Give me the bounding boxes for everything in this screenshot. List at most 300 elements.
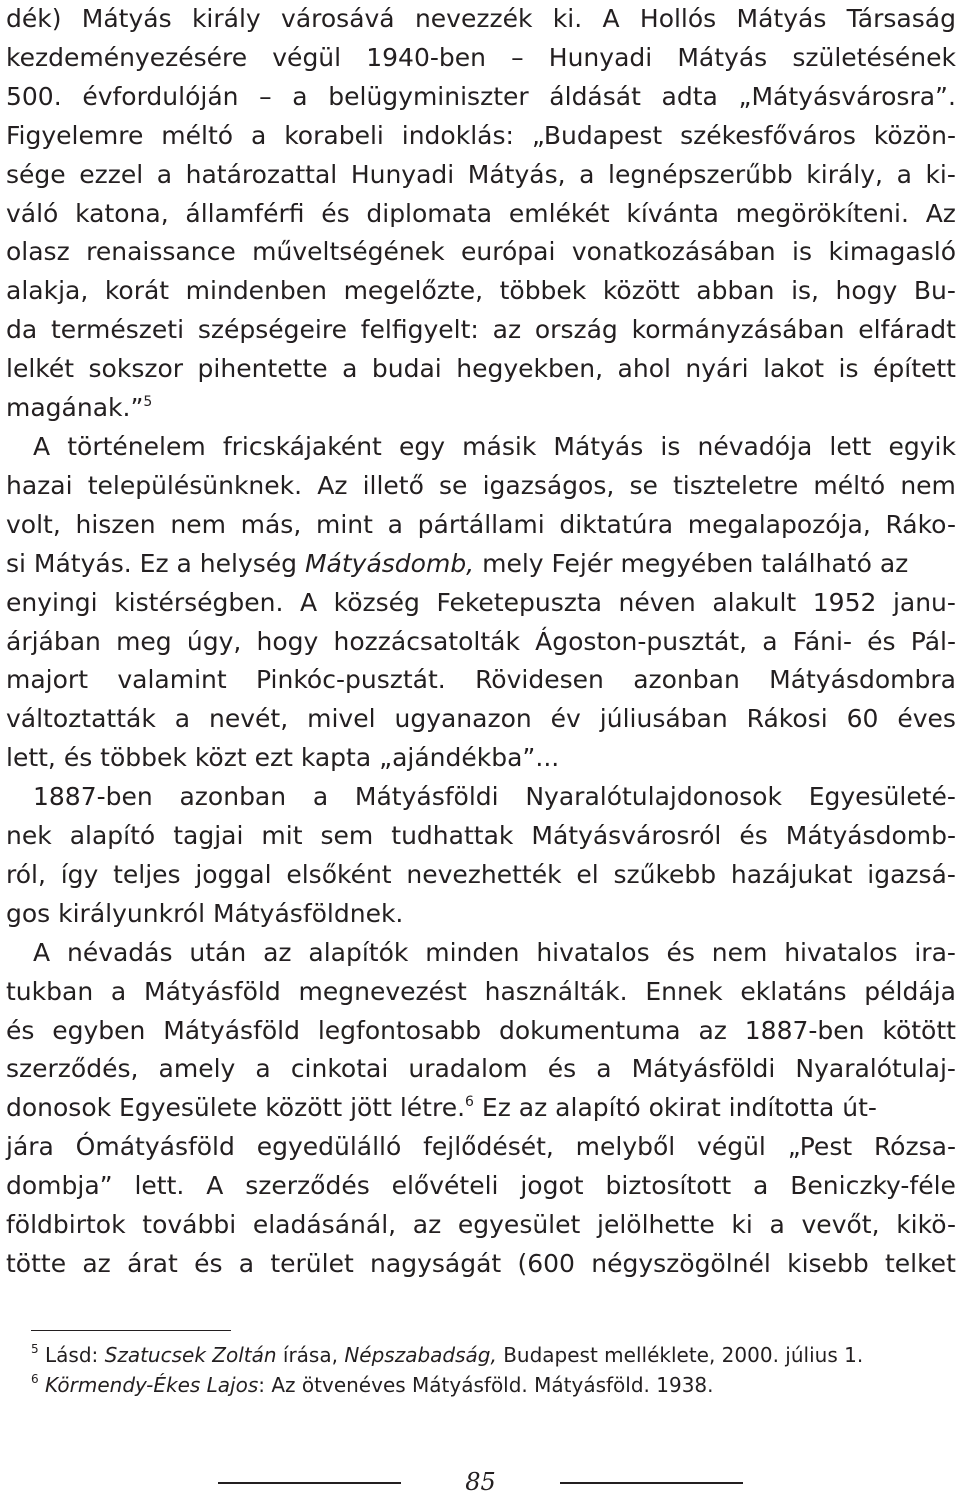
word: azonban: [179, 782, 287, 812]
word: a: [762, 626, 778, 656]
word: azonban: [633, 665, 740, 695]
word: az: [492, 315, 522, 345]
word: a: [579, 159, 595, 189]
word: Ómátyásföld: [75, 1132, 235, 1162]
word: a: [110, 976, 127, 1006]
word: király: [191, 4, 261, 33]
word: cinkotai: [290, 1054, 389, 1084]
word: tukban: [6, 976, 94, 1006]
footnote-number: 6: [31, 1372, 39, 1387]
word: szépségeire: [197, 315, 347, 345]
word: (600: [517, 1249, 575, 1278]
page-number: 85: [465, 1468, 496, 1496]
word: egyedülálló: [256, 1132, 402, 1162]
word: nevét,: [209, 704, 289, 734]
text-line: [6, 778, 956, 817]
word: megnevezést: [298, 976, 467, 1006]
word: Ráko-: [885, 509, 956, 539]
footnote-separator: [31, 1330, 231, 1331]
word: emlékét: [508, 198, 610, 228]
word: településünknek.: [87, 470, 303, 500]
text-fragment: mely Fejér megyében található az: [482, 548, 909, 578]
word: árjában: [6, 626, 101, 656]
word: Mátyás,: [467, 159, 566, 189]
word: a: [596, 1054, 612, 1084]
word: enyingi: [6, 587, 98, 617]
word: a: [387, 509, 403, 539]
word: vevőt,: [801, 1210, 880, 1240]
text-line: [6, 700, 956, 739]
word: –: [259, 81, 272, 111]
text-line: [6, 1167, 956, 1206]
footnote-author: Szatucsek Zoltán: [104, 1343, 277, 1367]
word: más,: [240, 509, 302, 539]
word: tagjai: [173, 821, 244, 851]
word: ról,: [6, 859, 46, 889]
word: mindenben: [185, 276, 328, 306]
word: között: [602, 276, 680, 306]
word: földbirtok: [6, 1210, 126, 1240]
word: nem: [900, 470, 956, 500]
word: illető: [362, 470, 424, 500]
word: európai: [461, 237, 556, 267]
word: egy: [399, 431, 446, 461]
word: tudhattak: [391, 821, 514, 851]
text-line: [6, 973, 956, 1012]
word: –: [511, 42, 524, 72]
footnote-text: Lásd:: [45, 1343, 99, 1367]
word: ki-: [925, 159, 956, 189]
word: Társaság: [846, 4, 956, 33]
text-line: [6, 39, 956, 78]
word: adta: [661, 81, 718, 111]
word: Hunyadi: [548, 42, 653, 72]
word: alapítók: [308, 937, 409, 967]
word: eladásánál,: [252, 1210, 397, 1240]
word: négyszögölnél: [591, 1249, 771, 1278]
word: közön-: [873, 120, 956, 150]
word: kezdeményezésére: [6, 42, 248, 72]
word: igazságos,: [482, 470, 615, 500]
word: dék): [6, 4, 62, 33]
word: méltó: [161, 120, 234, 150]
text-line: [6, 195, 956, 234]
word: ugyanazon: [394, 704, 532, 734]
word: Figyelemre: [6, 120, 144, 150]
word: teljes: [113, 859, 181, 889]
word: székesfőváros: [680, 120, 856, 150]
word: Mátyás: [81, 4, 172, 33]
word: lett: [829, 431, 872, 461]
word: lett.: [134, 1171, 185, 1201]
word: janu-: [892, 587, 956, 617]
word: használták.: [484, 976, 628, 1006]
word: után: [189, 937, 247, 967]
word: se: [439, 470, 468, 500]
word: fejlődését,: [423, 1132, 554, 1162]
word: el: [576, 859, 599, 889]
word: elsőként: [286, 859, 392, 889]
word: hozzácsatolták: [333, 626, 520, 656]
word: amely: [158, 1054, 236, 1084]
word: a: [255, 1054, 271, 1084]
text-line: [6, 623, 956, 662]
word: a: [174, 704, 191, 734]
word: a: [769, 1210, 785, 1240]
text-line: [6, 584, 956, 623]
word: egyben: [52, 1015, 146, 1045]
word: Beniczky-féle: [790, 1171, 956, 1201]
word: melyből: [575, 1132, 676, 1162]
word: „Budapest: [531, 120, 663, 150]
footnote-6: [31, 1370, 931, 1400]
word: mivel: [307, 704, 376, 734]
word: Nyaralótulaj-: [795, 1054, 956, 1084]
word: kötött: [882, 1015, 956, 1045]
word: többek: [499, 276, 587, 306]
text-line: [6, 506, 956, 545]
word: névadás: [66, 937, 173, 967]
word: pihentette: [197, 354, 328, 384]
footnote-number: 5: [31, 1342, 39, 1357]
word: kisebb: [787, 1249, 869, 1278]
word: így: [60, 859, 99, 889]
word: igazsá-: [867, 859, 956, 889]
word: korabeli: [284, 120, 384, 150]
word: joggal: [195, 859, 272, 889]
word: korát: [104, 276, 170, 306]
word: Az: [317, 470, 348, 500]
word: község: [333, 587, 420, 617]
word: pártállami: [417, 509, 545, 539]
word: olasz: [6, 237, 70, 267]
word: Fáni-: [792, 626, 852, 656]
word: Feketepuszta: [436, 587, 602, 617]
word: jogot: [520, 1171, 584, 1201]
page-footer: [218, 1467, 743, 1497]
text-line: [6, 856, 956, 895]
word: és: [739, 821, 768, 851]
word: a: [238, 1249, 255, 1278]
word: épített: [873, 354, 956, 384]
text-line: [6, 233, 956, 272]
word: mit: [261, 821, 303, 851]
text-fragment: donosok Egyesülete között jött létre.: [6, 1093, 466, 1123]
word: A: [206, 1171, 224, 1201]
word: ország: [534, 315, 618, 345]
word: is: [660, 431, 681, 461]
word: kimagasló: [828, 237, 956, 267]
word: majort: [6, 665, 88, 695]
footnote-text: Budapest melléklete, 2000. július 1.: [503, 1343, 864, 1367]
word: lelkét: [6, 354, 75, 384]
word: szerződés: [245, 1171, 370, 1201]
word: katona,: [75, 198, 169, 228]
word: változtatták: [6, 704, 156, 734]
word: Ágoston-pusztát,: [535, 626, 748, 656]
word: vonatkozásában: [571, 237, 776, 267]
word: nevezzék: [414, 4, 533, 33]
word: és: [666, 937, 695, 967]
word: jára: [6, 1132, 54, 1162]
word: Mátyásföld: [144, 976, 281, 1006]
word: meg: [116, 626, 172, 656]
text-line: [6, 272, 956, 311]
word: a: [156, 159, 173, 189]
text-line: [6, 817, 956, 856]
text-line: [6, 1245, 956, 1284]
word: kikö-: [896, 1210, 956, 1240]
word: Mátyás: [553, 431, 644, 461]
word: szűkebb: [613, 859, 717, 889]
word: Rövidesen: [475, 665, 604, 695]
word: nagyságát: [370, 1249, 502, 1278]
word: telket: [884, 1249, 956, 1278]
text-fragment: Ez az alapító okirat indította út-: [481, 1093, 877, 1123]
word: Hunyadi: [350, 159, 455, 189]
word: A: [299, 587, 318, 617]
body-text: [6, 0, 956, 1284]
word: valamint: [117, 665, 227, 695]
word: Az: [925, 198, 956, 228]
word: eklatáns: [740, 976, 847, 1006]
text-line-mixed: [6, 1089, 956, 1128]
word: fricskájaként: [222, 431, 382, 461]
word: a: [753, 1171, 769, 1201]
footnote-ref-6: 6: [465, 1094, 474, 1111]
word: az: [263, 937, 292, 967]
word: biztosított: [605, 1171, 732, 1201]
word: a: [342, 354, 358, 384]
word: hiszen: [75, 509, 156, 539]
word: és: [867, 626, 896, 656]
word: az: [698, 1015, 727, 1045]
text-line: [6, 1012, 956, 1051]
text-fragment: magának.”: [6, 393, 144, 423]
word: abban: [696, 276, 775, 306]
text-line: [6, 467, 956, 506]
word: történelem: [67, 431, 206, 461]
word: Mátyásvárosról: [531, 821, 722, 851]
word: 500.: [6, 81, 62, 111]
word: 1940-ben: [366, 42, 486, 72]
word: dombja”: [6, 1171, 113, 1201]
word: Hollós: [639, 4, 717, 33]
footnote-text: : Az ötvenéves Mátyásföld. Mátyásföld. 1938.: [258, 1373, 714, 1397]
word: A: [33, 937, 51, 967]
word: és: [194, 1249, 223, 1278]
word: sem: [320, 821, 374, 851]
text-line: [6, 156, 956, 195]
word: tiszteletre: [672, 470, 799, 500]
word: a: [250, 120, 267, 150]
word: végül: [697, 1132, 766, 1162]
word: másik: [462, 431, 537, 461]
word: születésének: [792, 42, 956, 72]
word: alapító: [69, 821, 156, 851]
word: jelölhette: [597, 1210, 715, 1240]
word: ezzel: [79, 159, 144, 189]
word: példája: [864, 976, 956, 1006]
word: hogy: [835, 276, 898, 306]
word: legnépszerűbb: [608, 159, 793, 189]
word: a: [312, 782, 329, 812]
word: Rózsa-: [873, 1132, 956, 1162]
word: alakult: [712, 587, 797, 617]
word: diplomata: [366, 198, 493, 228]
word: alakja,: [6, 276, 89, 306]
word: Mátyásföldi: [354, 782, 499, 812]
word: megelőzte,: [343, 276, 484, 306]
footnote-author: Körmendy-Ékes Lajos: [45, 1373, 259, 1397]
word: Mátyásföld: [163, 1015, 300, 1045]
word: renaissance: [86, 237, 236, 267]
word: államférfi: [185, 198, 305, 228]
text-line: [6, 1128, 956, 1167]
word: hogy: [256, 626, 319, 656]
word: is,: [791, 276, 819, 306]
text-line-last: gos királyunkról Mátyásföldnek.: [6, 898, 404, 928]
text-line: [6, 428, 956, 467]
word: további: [142, 1210, 237, 1240]
word: évfordulóján: [82, 81, 239, 111]
word: hivatalos: [784, 937, 898, 967]
word: ki.: [552, 4, 583, 33]
word: indoklás:: [401, 120, 514, 150]
text-line: [6, 117, 956, 156]
word: mint: [315, 509, 373, 539]
word: király,: [806, 159, 883, 189]
text-line-last: lett, és többek közt ezt kapta „ajándékba”...: [6, 743, 560, 773]
word: egyesület: [457, 1210, 581, 1240]
word: megörökíteni.: [735, 198, 909, 228]
word: minden: [425, 937, 520, 967]
footnote-5: [31, 1340, 931, 1370]
word: Rákosi: [746, 704, 828, 734]
word: elfáradt: [858, 315, 956, 345]
word: végül: [272, 42, 342, 72]
footnote-source: Népszabadság,: [344, 1343, 497, 1367]
word: természeti: [51, 315, 185, 345]
word: tötte: [6, 1249, 67, 1278]
word: úgy,: [186, 626, 242, 656]
word: ira-: [914, 937, 956, 967]
word: 1887-ben: [33, 782, 153, 812]
word: váló: [6, 198, 59, 228]
word: 60: [846, 704, 879, 734]
word: névadója: [697, 431, 813, 461]
word: Pál-: [910, 626, 956, 656]
word: sokszor: [88, 354, 184, 384]
word: elővételi: [391, 1171, 499, 1201]
word: méltó: [813, 470, 886, 500]
word: Ennek: [645, 976, 723, 1006]
word: néven: [618, 587, 696, 617]
word: Nyaralótulajdonosok: [525, 782, 782, 812]
word: egyik: [888, 431, 956, 461]
word: diktatúra: [559, 509, 674, 539]
footnotes: [31, 1340, 931, 1400]
word: terület: [270, 1249, 354, 1278]
word: és: [547, 1054, 577, 1084]
word: volt,: [6, 509, 61, 539]
word: nem: [170, 509, 226, 539]
word: „Mátyásvárosra”.: [738, 81, 956, 111]
word: uradalom: [408, 1054, 528, 1084]
word: városává: [281, 4, 395, 33]
footnote-text: írása,: [282, 1343, 338, 1367]
word: Mátyásdombra: [769, 665, 956, 695]
word: árat: [127, 1249, 178, 1278]
word: is: [838, 354, 859, 384]
word: lakot: [763, 354, 825, 384]
word: ki: [731, 1210, 753, 1240]
word: a: [292, 81, 308, 111]
word: dokumentuma: [499, 1015, 681, 1045]
word: kistérségben.: [114, 587, 284, 617]
word: Mátyás: [677, 42, 768, 72]
text-fragment: si Mátyás. Ez a helység: [6, 548, 298, 578]
footer-rule-right: [560, 1482, 743, 1484]
word: da: [6, 315, 38, 345]
word: hazájukat: [730, 859, 853, 889]
word: kormányzásában: [631, 315, 845, 345]
word: belügyminiszter: [328, 81, 529, 111]
word: Egyesületé-: [808, 782, 956, 812]
text-line: [6, 1050, 956, 1089]
word: áldását: [549, 81, 641, 111]
word: felfigyelt:: [360, 315, 479, 345]
word: Mátyásdomb-: [785, 821, 956, 851]
text-line: [6, 934, 956, 973]
word: se: [629, 470, 658, 500]
word: Mátyásföldi: [631, 1054, 776, 1084]
place-name-italic: Mátyásdomb,: [304, 548, 475, 578]
word: hazai: [6, 470, 73, 500]
word: éves: [897, 704, 956, 734]
word: nevezhették: [406, 859, 562, 889]
word: hegyekben,: [456, 354, 604, 384]
word: Pinkóc-pusztát.: [256, 665, 446, 695]
word: budai: [371, 354, 442, 384]
word: Mátyás: [736, 4, 827, 33]
word: műveltségének: [252, 237, 445, 267]
word: a: [896, 159, 912, 189]
word: 1887-ben: [744, 1015, 865, 1045]
word: az: [82, 1249, 111, 1278]
word: sége: [6, 159, 66, 189]
word: legfontosabb: [317, 1015, 482, 1045]
text-line: [6, 0, 956, 39]
word: júliusában: [599, 704, 728, 734]
text-line: [6, 78, 956, 117]
word: „Pest: [787, 1132, 853, 1162]
word: az: [412, 1210, 442, 1240]
text-line-last: [6, 389, 956, 428]
word: hivatalos: [536, 937, 650, 967]
word: ahol: [617, 354, 671, 384]
word: A: [33, 431, 51, 461]
word: év: [550, 704, 581, 734]
word: megalapozója,: [687, 509, 871, 539]
word: szerződés,: [6, 1054, 139, 1084]
word: is: [792, 237, 813, 267]
word: A: [602, 4, 620, 33]
text-line: [6, 661, 956, 700]
word: Bu-: [913, 276, 956, 306]
word: és: [6, 1015, 35, 1045]
text-line: [6, 350, 956, 389]
